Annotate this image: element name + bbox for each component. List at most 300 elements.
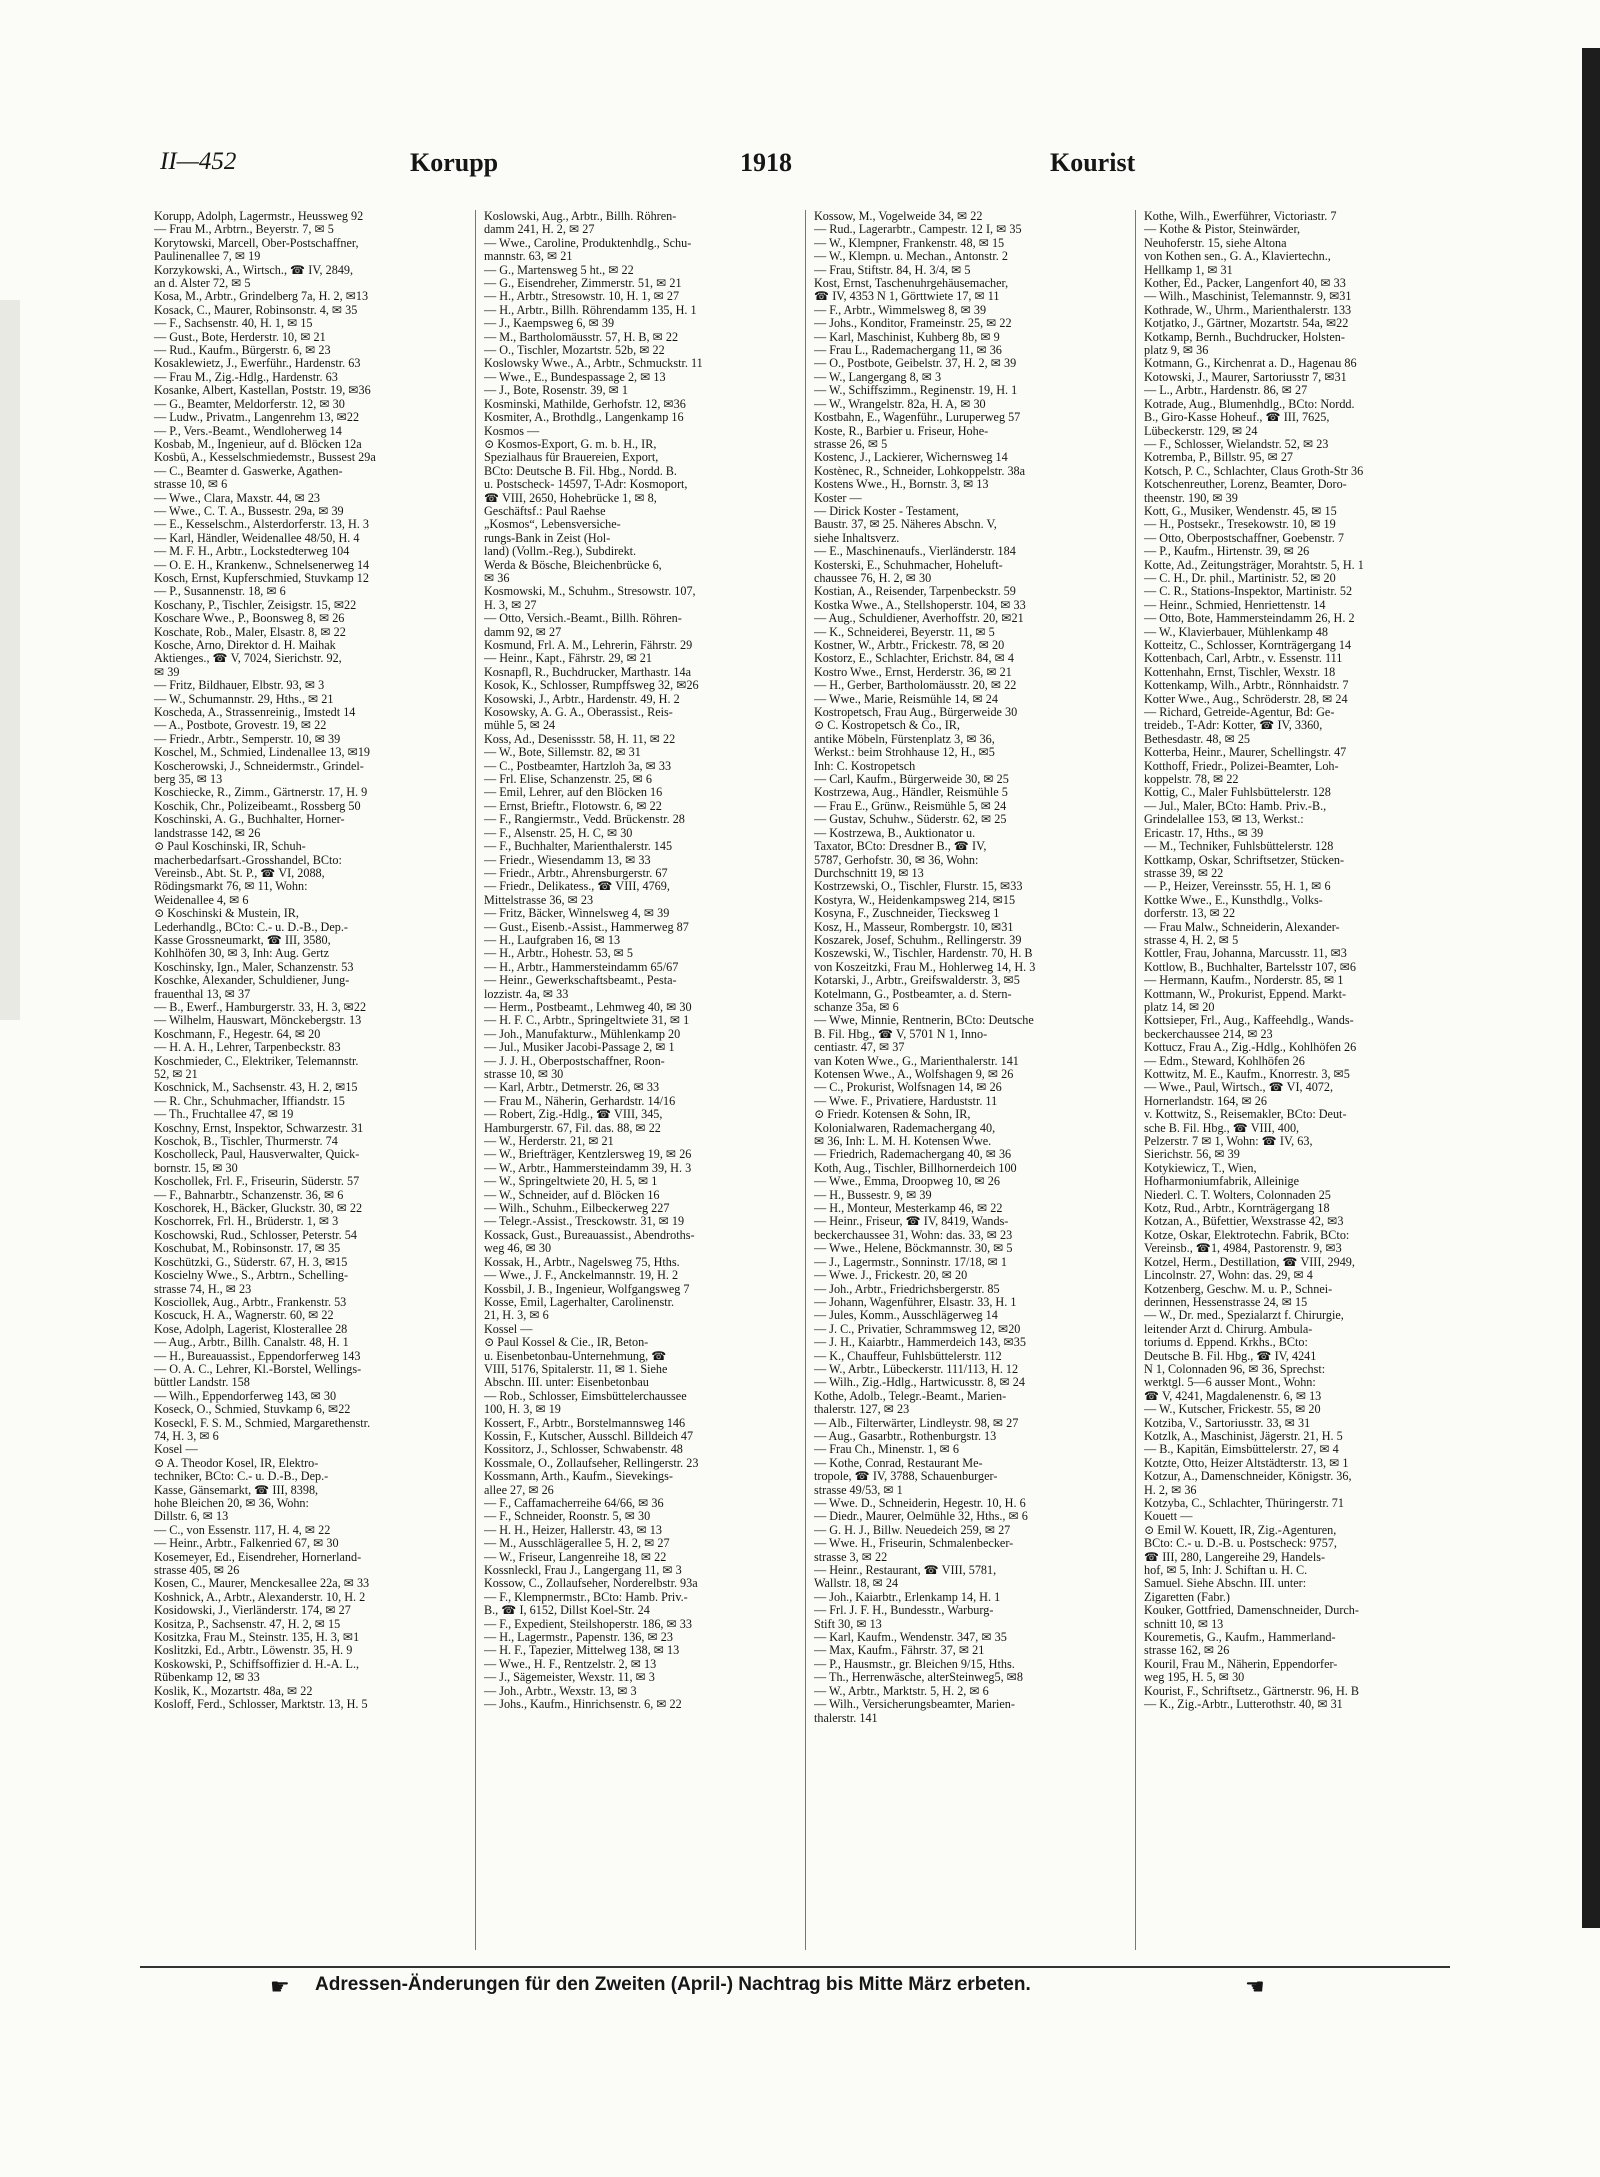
directory-entry: Kasse Grossneumarkt, ☎ III, 3580, <box>154 933 331 947</box>
directory-entry: — Robert, Zig.-Hdlg., ☎ VIII, 345, <box>484 1108 663 1122</box>
directory-entry: — Heinr., Schmied, Henriettenstr. 14 <box>1144 598 1326 612</box>
directory-entry: Koscholleck, Paul, Hausverwalter, Quick- <box>154 1148 360 1162</box>
directory-entry: Kosz, H., Masseur, Rombergstr. 10, ✉31 <box>814 920 1014 934</box>
directory-entry: Kotthoff, Friedr., Polizei-Beamter, Loh- <box>1144 759 1339 773</box>
directory-entry: — H., Gerber, Bartholomäusstr. 20, ✉ 22 <box>814 679 1017 693</box>
directory-entry: — E., Kesselschm., Alsterdorferstr. 13, H. 3 <box>154 518 369 532</box>
directory-entry: Spezialhaus für Brauereien, Export, <box>484 451 659 465</box>
column-divider <box>805 210 806 1950</box>
directory-entry: u. Eisenbetonbau-Unternehmung, ☎ <box>484 1349 667 1363</box>
directory-entry: Vereinsb., Abt. St. P., ☎ VI, 2088, <box>154 866 325 880</box>
directory-entry: Hornerlandstr. 164, ✉ 26 <box>1144 1094 1267 1108</box>
directory-entry: — Hermann, Kaufm., Norderstr. 85, ✉ 1 <box>1144 974 1344 988</box>
directory-entry: Kothe, Adolb., Telegr.-Beamt., Marien- <box>814 1389 1007 1403</box>
directory-entry: Kasse, Gänsemarkt, ☎ III, 8398, <box>154 1483 319 1497</box>
scan-left-edge <box>0 300 20 1020</box>
directory-entry: — W., Klavierbauer, Mühlenkamp 48 <box>1144 625 1328 639</box>
directory-entry: Koschke, Alexander, Schuldiener, Jung- <box>154 974 350 988</box>
directory-entry: — W., Schiffszimm., Reginenstr. 19, H. 1 <box>814 384 1018 398</box>
directory-entry: centiastr. 47, ✉ 37 <box>814 1041 905 1055</box>
directory-entry: Koss, Ad., Desenissstr. 58, H. 11, ✉ 22 <box>484 732 676 746</box>
directory-entry: Koschinsky, Ign., Maler, Schanzenstr. 53 <box>154 960 354 974</box>
directory-entry: Kostens Wwe., H., Bornstr. 3, ✉ 13 <box>814 478 989 492</box>
directory-entry: ⊙ Kosmos-Export, G. m. b. H., IR, <box>484 437 657 451</box>
directory-entry: Koschate, Rob., Maler, Elsastr. 8, ✉ 22 <box>154 625 346 639</box>
directory-entry: — H., Postsekr., Tresekowstr. 10, ✉ 19 <box>1144 518 1336 532</box>
directory-entry: Kotter Wwe., Aug., Schröderstr. 28, ✉ 24 <box>1144 692 1348 706</box>
directory-entry: — H., Arbtr., Hammersteindamm 65/67 <box>484 960 679 974</box>
directory-entry: — Frau Ch., Minenstr. 1, ✉ 6 <box>814 1443 959 1457</box>
directory-entry: — Frau L., Rademachergang 11, ✉ 36 <box>814 344 1002 358</box>
directory-entry: Hamburgerstr. 67, Fil. das. 88, ✉ 22 <box>484 1121 661 1135</box>
directory-entry: — Kostrzewa, B., Auktionator u. <box>814 826 976 840</box>
directory-entry: — Frl. Elise, Schanzenstr. 25, ✉ 6 <box>484 773 652 787</box>
directory-entry: Kottkamp, Oskar, Schriftsetzer, Stücken- <box>1144 853 1345 867</box>
directory-entry: Kossow, C., Zollaufseher, Norderelbstr. 93a <box>484 1577 698 1591</box>
directory-entry: — C., von Essenstr. 117, H. 4, ✉ 22 <box>154 1523 331 1537</box>
directory-entry: Koschollek, Frl. F., Friseurin, Süderstr. 57 <box>154 1175 360 1189</box>
directory-entry: — W., Schneider, auf d. Blöcken 16 <box>484 1188 660 1202</box>
directory-entry: Geschäftsf.: Paul Raehse <box>484 504 606 518</box>
directory-entry: — Aug., Gasarbtr., Rothenburgstr. 13 <box>814 1429 997 1443</box>
directory-entry: koppelstr. 78, ✉ 22 <box>1144 773 1239 787</box>
directory-entry: bornstr. 15, ✉ 30 <box>154 1161 238 1175</box>
directory-entry: — O. A. C., Lehrer, Kl.-Borstel, Wellings- <box>154 1362 362 1376</box>
directory-entry: Kossack, Gust., Bureauassist., Abendroths- <box>484 1228 695 1242</box>
directory-entry: B., Giro-Kasse Hoheuf., ☎ III, 7625, <box>1144 411 1330 425</box>
directory-entry: Kosowsky, A. G. A., Oberassist., Reis- <box>484 706 673 720</box>
directory-entry: Kotte, Ad., Zeitungsträger, Morahtstr. 5, H. 1 <box>1144 558 1364 572</box>
directory-entry: Kotterba, Heinr., Maurer, Schellingstr. 47 <box>1144 746 1347 760</box>
directory-entry: H. 2, ✉ 36 <box>1144 1483 1197 1497</box>
page-footer <box>140 1966 1450 1998</box>
directory-entry: Kotzyba, C., Schlachter, Thüringerstr. 71 <box>1144 1497 1344 1510</box>
directory-entry: strasse 74, H., ✉ 23 <box>154 1282 252 1296</box>
directory-entry: Kosel — <box>154 1443 198 1457</box>
directory-entry: — Wwe. H., Friseurin, Schmalenbecker- <box>814 1537 1014 1551</box>
directory-entry: Kosbab, M., Ingenieur, auf d. Blöcken 12a <box>154 437 362 451</box>
directory-entry: Koslik, K., Mozartstr. 48a, ✉ 22 <box>154 1684 313 1698</box>
directory-entry: BCto: C.- u. D.-B. u. Postscheck: 9757, <box>1144 1537 1337 1551</box>
directory-entry: Koschok, B., Tischler, Thurmerstr. 74 <box>154 1135 338 1149</box>
directory-entry: Kotzlk, A., Maschinist, Jägerstr. 21, H. 5 <box>1144 1429 1343 1443</box>
directory-entry: Koscheda, A., Strassenreinig., Imstedt 14 <box>154 706 356 720</box>
last-entry-name: Kourist <box>1050 148 1136 177</box>
directory-entry: Koschel, M., Schmied, Lindenallee 13, ✉19 <box>154 746 371 760</box>
column-divider <box>475 210 476 1950</box>
directory-entry: Kotziba, V., Sartoriusstr. 33, ✉ 31 <box>1144 1416 1311 1430</box>
directory-entry: ✉ 36, Inh: L. M. H. Kotensen Wwe. <box>814 1135 992 1149</box>
directory-entry: — Heinr., Friseur, ☎ IV, 8419, Wands- <box>814 1215 1009 1229</box>
directory-entry: ⊙ C. Kostropetsch & Co., IR, <box>814 719 960 733</box>
directory-entry: Kosowski, J., Arbtr., Hardenstr. 49, H. 2 <box>484 692 680 706</box>
directory-entry: — Alb., Filterwärter, Lindleystr. 98, ✉ 27 <box>814 1416 1019 1430</box>
directory-entry: Kosch, Ernst, Kupferschmied, Stuvkamp 12 <box>154 571 369 585</box>
directory-entry: — Aug., Arbtr., Billh. Canalstr. 48, H. 1 <box>154 1336 349 1350</box>
directory-entry: — Jul., Musiker Jacobi-Passage 2, ✉ 1 <box>484 1041 675 1055</box>
directory-entry: weg 46, ✉ 30 <box>484 1242 552 1256</box>
directory-entry: derinnen, Hessenstrasse 24, ✉ 15 <box>1144 1295 1308 1309</box>
directory-entry: — Karl, Kaufm., Wendenstr. 347, ✉ 35 <box>814 1631 1007 1645</box>
directory-entry: — Telegr.-Assist., Tresckowstr. 31, ✉ 19 <box>484 1215 685 1229</box>
directory-entry: — E., Maschinenaufs., Vierländerstr. 184 <box>814 545 1016 559</box>
directory-entry: Kosidowski, J., Vierländerstr. 174, ✉ 27 <box>154 1604 351 1618</box>
directory-entry: lozzistr. 4a, ✉ 33 <box>484 987 569 1001</box>
directory-entry: Kostropetsch, Frau Aug., Bürgerweide 30 <box>814 706 1018 720</box>
directory-entry: — G. H. J., Billw. Neuedeich 259, ✉ 27 <box>814 1523 1011 1537</box>
directory-entry: Pelzerstr. 7 ✉ 1, Wohn: ☎ IV, 63, <box>1144 1135 1313 1149</box>
directory-entry: Kossmale, O., Zollaufseher, Rellingerstr. 23 <box>484 1456 699 1470</box>
directory-entry: — Wwe., Caroline, Produktenhdlg., Schu- <box>484 236 692 250</box>
directory-entry: — Frau, Stiftstr. 84, H. 3/4, ✉ 5 <box>814 263 971 277</box>
directory-entry: Samuel. Siehe Abschn. III. unter: <box>1144 1577 1307 1591</box>
directory-entry: — Friedr., Delikatess., ☎ VIII, 4769, <box>484 880 670 894</box>
directory-entry: beckerchaussee 214, ✉ 23 <box>1144 1027 1273 1041</box>
directory-entry: ☎ IV, 4353 N 1, Görttwiete 17, ✉ 11 <box>814 290 1000 304</box>
directory-entry: — Wwe., Emma, Droopweg 10, ✉ 26 <box>814 1175 1000 1189</box>
directory-entry: — Ludw., Privatm., Langenrehm 13, ✉22 <box>154 411 360 425</box>
edition-year: 1918 <box>740 148 792 177</box>
directory-entry: Dillstr. 6, ✉ 13 <box>154 1510 229 1524</box>
directory-entry: Kottlow, B., Buchhalter, Bartelsstr 107, ✉6 <box>1144 960 1357 974</box>
directory-entry: Lederhandlg., BCto: C.- u. D.-B., Dep.- <box>154 920 348 934</box>
directory-entry: strasse 10, ✉ 6 <box>154 478 228 492</box>
directory-entry: Kotrade, Aug., Blumenhdlg., BCto: Nordd. <box>1144 397 1355 411</box>
directory-entry: Koschmieder, C., Elektriker, Telemannstr. <box>154 1054 359 1068</box>
directory-entry: Koszewski, W., Tischler, Hardenstr. 70, H. B <box>814 947 1033 961</box>
directory-entry: Koschmann, F., Hegestr. 64, ✉ 20 <box>154 1027 321 1041</box>
directory-entry: Lübeckerstr. 129, ✉ 24 <box>1144 424 1258 438</box>
directory-entry: Kostrzewski, O., Tischler, Flurstr. 15, ✉33 <box>814 880 1023 894</box>
directory-entry: ⊙ Paul Kossel & Cie., IR, Beton- <box>484 1336 649 1350</box>
directory-entry: Kosyna, F., Zuschneider, Tiecksweg 1 <box>814 907 1000 921</box>
directory-entry: Kott, G., Musiker, Wendenstr. 45, ✉ 15 <box>1144 504 1337 518</box>
directory-entry: Kosaklewietz, J., Ewerführ., Hardenstr. 63 <box>154 357 361 371</box>
directory-entry: — C., Postbeamter, Hartzloh 3a, ✉ 33 <box>484 759 672 773</box>
directory-entry: — O., Tischler, Mozartstr. 52b, ✉ 22 <box>484 344 665 358</box>
directory-entry: — W., Wrangelstr. 82a, H. A, ✉ 30 <box>814 397 986 411</box>
directory-entry: Lincolnstr. 27, Wohn: das. 29, ✉ 4 <box>1144 1269 1313 1283</box>
directory-entry: — H. A. H., Lehrer, Tarpenbeckstr. 83 <box>154 1041 341 1055</box>
directory-entry: Kose, Adolph, Lagerist, Klosterallee 28 <box>154 1322 348 1336</box>
directory-entry: Kost, Ernst, Taschenuhrgehäusemacher, <box>814 277 1009 291</box>
directory-entry: — Gust., Eisenb.-Assist., Hammerweg 87 <box>484 920 689 934</box>
directory-entry: Baustr. 37, ✉ 25. Näheres Abschn. V, <box>814 518 997 532</box>
directory-entry: Kotensen Wwe., A., Wolfshagen 9, ✉ 26 <box>814 1068 1014 1081</box>
directory-entry: — H., Bussestr. 9, ✉ 39 <box>814 1188 932 1202</box>
directory-entry: — Heinr., Arbtr., Falkenried 67, ✉ 30 <box>154 1537 339 1551</box>
directory-entry: — G., Eisendreher, Zimmerstr. 51, ✉ 21 <box>484 277 682 291</box>
directory-entry: Kottmann, W., Prokurist, Eppend. Markt- <box>1144 987 1347 1001</box>
directory-entry: mannstr. 63, ✉ 21 <box>484 250 573 264</box>
directory-entry: — W., Schumannstr. 29, Hths., ✉ 21 <box>154 692 334 706</box>
directory-entry: — Friedrich, Rademachergang 40, ✉ 36 <box>814 1148 1012 1162</box>
directory-entry: — O. E. H., Krankenw., Schnelsenerweg 14 <box>154 558 370 572</box>
directory-entry: Koseck, O., Schmied, Stuvkamp 6, ✉22 <box>154 1403 351 1417</box>
directory-entry: — Wwe., C. T. A., Bussestr. 29a, ✉ 39 <box>154 504 344 518</box>
directory-entry: Stift 30, ✉ 13 <box>814 1617 882 1631</box>
directory-entry: — Joh., Arbtr., Friedrichsbergerstr. 85 <box>814 1282 1000 1296</box>
directory-entry: — Fritz, Bäcker, Winnelsweg 4, ✉ 39 <box>484 907 670 921</box>
directory-entry: — P., Kaufm., Hirtenstr. 39, ✉ 26 <box>1144 545 1310 559</box>
directory-entry: — J. J. H., Oberpostschaffner, Roon- <box>484 1054 665 1068</box>
directory-entry: — Wwe., H. F., Rentzelstr. 2, ✉ 13 <box>484 1657 657 1671</box>
directory-entry: platz 9, ✉ 36 <box>1144 344 1209 358</box>
directory-entry: — B., Kapitän, Eimsbüttelerstr. 27, ✉ 4 <box>1144 1443 1339 1457</box>
entry-columns <box>154 210 1450 1950</box>
directory-entry: von Kothen sen., G. A., Klaviertechn., <box>1144 250 1331 264</box>
directory-entry: Kottler, Frau, Johanna, Marcusstr. 11, ✉3 <box>1144 947 1347 961</box>
directory-entry: Paulinenallee 7, ✉ 19 <box>154 250 261 264</box>
directory-entry: rungs-Bank in Zeist (Hol- <box>484 531 611 545</box>
directory-entry: Kossak, H., Arbtr., Nagelsweg 75, Hths. <box>484 1255 680 1269</box>
directory-entry: Kotelmann, G., Postbeamter, a. d. Stern- <box>814 987 1012 1001</box>
directory-entry: — Joh., Manufakturw., Mühlenkamp 20 <box>484 1027 681 1041</box>
directory-entry: Aktienges., ☎ V, 7024, Sierichstr. 92, <box>154 652 342 666</box>
directory-entry: Kosa, M., Arbtr., Grindelberg 7a, H. 2, ✉13 <box>154 290 369 304</box>
directory-entry: Kosciollek, Aug., Arbtr., Frankenstr. 53 <box>154 1295 347 1309</box>
directory-entry: VIII, 5176, Spitalerstr. 11, ✉ 1. Siehe <box>484 1362 668 1376</box>
directory-entry: — Wilh., Versicherungsbeamter, Marien- <box>814 1698 1015 1712</box>
directory-entry: — H., Bureauassist., Eppendorferweg 143 <box>154 1349 361 1363</box>
directory-entry: Neuhoferstr. 15, siehe Altona <box>1144 236 1287 250</box>
directory-entry: land) (Vollm.-Reg.), Subdirekt. <box>484 545 637 559</box>
directory-entry: Kosse, Emil, Lagerhalter, Carolinenstr. <box>484 1295 675 1309</box>
directory-entry: Kother, Ed., Packer, Langenfort 40, ✉ 33 <box>1144 277 1346 291</box>
directory-entry: ☎ VIII, 2650, Hohebrücke 1, ✉ 8, <box>484 491 657 505</box>
directory-entry: Kosloff, Ferd., Schlosser, Marktstr. 13, H. 5 <box>154 1698 368 1712</box>
directory-entry: Koscuck, H. A., Wagnerstr. 60, ✉ 22 <box>154 1309 334 1323</box>
directory-entry: Kotjatko, J., Gärtner, Mozartstr. 54a, ✉22 <box>1144 317 1349 331</box>
directory-entry: van Koten Wwe., G., Marienthalerstr. 141 <box>814 1054 1019 1068</box>
directory-entry: — Rud., Kaufm., Bürgerstr. 6, ✉ 23 <box>154 344 331 358</box>
directory-entry: Kosmiter, A., Brothdlg., Langenkamp 16 <box>484 411 684 425</box>
directory-entry: Kotzenberg, Geschw. M. u. P., Schnei- <box>1144 1282 1333 1296</box>
directory-entry: beckerchaussee 31, Wohn: das. 33, ✉ 23 <box>814 1228 1013 1242</box>
directory-entry: Kotykiewicz, T., Wien, <box>1144 1161 1257 1175</box>
directory-entry: Kossert, F., Arbtr., Borstelmannsweg 146 <box>484 1416 686 1430</box>
directory-entry: Kosche, Arno, Direktor d. H. Maihak <box>154 639 336 652</box>
directory-entry: Kosterski, E., Schuhmacher, Hoheluft- <box>814 558 1003 572</box>
directory-entry: Kottenhahn, Ernst, Tischler, Wexstr. 18 <box>1144 665 1336 679</box>
directory-entry: Kostka Wwe., A., Stellshoperstr. 104, ✉ 33 <box>814 598 1026 612</box>
directory-entry: ✉ 36 <box>484 571 510 585</box>
directory-entry: — W., Langergang 8, ✉ 3 <box>814 370 942 384</box>
directory-entry: damm 92, ✉ 27 <box>484 625 562 639</box>
directory-entry: — Wwe., Paul, Wirtsch., ☎ VI, 4072, <box>1144 1081 1334 1095</box>
directory-entry: Kotz, Rud., Arbtr., Kornträgergang 18 <box>1144 1202 1330 1216</box>
directory-entry: — Wwe., J. F., Anckelmannstr. 19, H. 2 <box>484 1269 679 1283</box>
directory-entry: — G., Beamter, Meldorferstr. 12, ✉ 30 <box>154 397 345 411</box>
directory-entry: Kottwitz, M. E., Kaufm., Knorrestr. 3, ✉5 <box>1144 1068 1350 1081</box>
directory-entry: — H., Arbtr., Stresowstr. 10, H. 1, ✉ 27 <box>484 290 680 304</box>
directory-entry: — M. F. H., Arbtr., Lockstedterweg 104 <box>154 545 350 559</box>
directory-entry: ⊙ Emil W. Kouett, IR, Zig.-Agenturen, <box>1144 1523 1337 1537</box>
directory-entry: — Frau M., Arbtrn., Beyerstr. 7, ✉ 5 <box>154 223 334 237</box>
directory-entry: — Otto, Versich.-Beamt., Billh. Röhren- <box>484 612 682 626</box>
directory-entry: Kohlhöfen 30, ✉ 3, Inh: Aug. Gertz <box>154 947 330 961</box>
directory-entry: Werkst.: beim Strohhause 12, H., ✉5 <box>814 746 995 760</box>
directory-entry: Koster — <box>814 491 862 505</box>
directory-entry: — J. H., Kaiarbtr., Hammerdeich 143, ✉35 <box>814 1336 1026 1350</box>
directory-entry: — P., Heizer, Vereinsstr. 55, H. 1, ✉ 6 <box>1144 880 1331 894</box>
directory-entry: ⊙ Paul Koschinski, IR, Schuh- <box>154 840 306 854</box>
directory-entry: Koslitzki, Ed., Arbtr., Löwenstr. 35, H. 9 <box>154 1644 353 1658</box>
directory-entry: — W., Klempn. u. Mechan., Antonstr. 2 <box>814 250 1008 264</box>
directory-entry: — Diedr., Maurer, Oelmühle 32, Hths., ✉ 6 <box>814 1510 1028 1524</box>
column-4 <box>1144 210 1456 1950</box>
directory-entry: strasse 405, ✉ 26 <box>154 1564 240 1578</box>
directory-entry: Kotzel, Herm., Destillation, ☎ VIII, 2949, <box>1144 1255 1355 1269</box>
directory-entry: — Wwe., E., Bundespassage 2, ✉ 13 <box>484 370 666 384</box>
directory-entry: Korzykowski, A., Wirtsch., ☎ IV, 2849, <box>154 263 354 277</box>
directory-entry: büttler Landstr. 158 <box>154 1376 250 1390</box>
column-2 <box>484 210 796 1950</box>
directory-entry: Kossow, M., Vogelweide 34, ✉ 22 <box>814 210 983 223</box>
directory-entry: Kostènec, R., Schneider, Lohkoppelstr. 38a <box>814 464 1026 478</box>
directory-entry: — L., Arbtr., Hardenstr. 86, ✉ 27 <box>1144 384 1308 398</box>
directory-entry: Kouker, Gottfried, Damenschneider, Durch- <box>1144 1604 1359 1618</box>
directory-entry: Koth, Aug., Tischler, Billhornerdeich 100 <box>814 1161 1017 1175</box>
directory-entry: — W., Dr. med., Spezialarzt f. Chirurgie, <box>1144 1309 1344 1323</box>
directory-entry: — H., Lagermstr., Papenstr. 136, ✉ 23 <box>484 1631 673 1645</box>
directory-entry: — Wwe. J., Frickestr. 20, ✉ 20 <box>814 1269 968 1283</box>
directory-entry: 100, H. 3, ✉ 19 <box>484 1403 561 1417</box>
directory-entry: — Wilh., Schuhm., Eilbeckerweg 227 <box>484 1202 670 1216</box>
directory-entry: Kossmann, Arth., Kaufm., Sievekings- <box>484 1470 673 1484</box>
directory-entry: — M., Bartholomäusstr. 57, H. B, ✉ 22 <box>484 330 679 344</box>
column-1 <box>154 210 466 1950</box>
directory-entry: — Kothe & Pistor, Steinwärder, <box>1144 223 1301 237</box>
directory-entry: — F., Bahnarbtr., Schanzenstr. 36, ✉ 6 <box>154 1188 344 1202</box>
directory-entry: — K., Schneiderei, Beyerstr. 11, ✉ 5 <box>814 625 995 639</box>
directory-entry: ✉ 39 <box>154 665 180 679</box>
directory-entry: Hellkamp 1, ✉ 31 <box>1144 263 1233 277</box>
directory-entry: Kostner, W., Arbtr., Frickestr. 78, ✉ 20 <box>814 639 1005 652</box>
directory-entry: Kosanke, Albert, Kastellan, Poststr. 19, ✉36 <box>154 384 371 398</box>
directory-entry: Rübenkamp 12, ✉ 33 <box>154 1671 260 1685</box>
directory-entry: ⊙ A. Theodor Kosel, IR, Elektro- <box>154 1456 319 1470</box>
directory-entry: Kostenc, J., Lackierer, Wichernsweg 14 <box>814 451 1008 465</box>
directory-entry: — Gustav, Schuhw., Süderstr. 62, ✉ 25 <box>814 813 1007 827</box>
directory-entry: Grindelallee 153, ✉ 13, Werkst.: <box>1144 813 1304 827</box>
directory-entry: Koschik, Chr., Polizeibeamt., Rossberg 50 <box>154 799 361 813</box>
directory-entry: Koshnick, A., Arbtr., Alexanderstr. 10, H. 2 <box>154 1590 366 1604</box>
directory-entry: Koschinski, A. G., Buchhalter, Horner- <box>154 813 345 827</box>
directory-entry: hof, ✉ 5, Inh: J. Schiftan u. H. C. <box>1144 1564 1308 1578</box>
directory-entry: v. Kottwitz, S., Reisemakler, BCto: Deut- <box>1144 1108 1347 1122</box>
directory-entry: macherbedarfsart.-Grosshandel, BCto: <box>154 853 342 867</box>
directory-entry: Korupp, Adolph, Lagermstr., Heussweg 92 <box>154 210 364 223</box>
column-3 <box>814 210 1126 1950</box>
directory-entry: ⊙ Friedr. Kotensen & Sohn, IR, <box>814 1108 971 1122</box>
directory-entry: Hofharmoniumfabrik, Alleinige <box>1144 1175 1300 1189</box>
directory-entry: — F., Klempnermstr., BCto: Hamb. Priv.- <box>484 1590 688 1604</box>
directory-entry: damm 241, H. 2, ✉ 27 <box>484 223 595 237</box>
directory-entry: Koschorek, H., Bäcker, Gluckstr. 30, ✉ 22 <box>154 1202 363 1216</box>
directory-entry: „Kosmos“, Lebensversiche- <box>484 518 621 532</box>
directory-entry: Kossbil, J. B., Ingenieur, Wolfgangsweg 7 <box>484 1282 690 1296</box>
directory-entry: Taxator, BCto: Dresdner B., ☎ IV, <box>814 840 987 854</box>
directory-entry: — Rob., Schlosser, Eimsbüttelerchaussee <box>484 1389 687 1403</box>
directory-entry: — F., Caffamacherreihe 64/66, ✉ 36 <box>484 1497 664 1510</box>
directory-entry: — W., Arbtr., Lübeckerstr. 111/113, H. 12 <box>814 1362 1019 1376</box>
directory-entry: — Wwe, Minnie, Rentnerin, BCto: Deutsche <box>814 1014 1034 1028</box>
directory-entry: BCto: Deutsche B. Fil. Hbg., Nordd. B. <box>484 464 677 478</box>
directory-entry: Kosmund, Frl. A. M., Lehrerin, Fährstr. 29 <box>484 639 693 652</box>
pointing-hand-icon: ☛ <box>270 1974 290 1999</box>
directory-entry: Koschiecke, R., Zimm., Gärtnerstr. 17, H. 9 <box>154 786 368 800</box>
directory-entry: Kotzur, A., Damenschneider, Königstr. 36, <box>1144 1470 1352 1484</box>
directory-entry: — Frl. J. F. H., Bundesstr., Warburg- <box>814 1604 994 1618</box>
directory-entry: — Friedr., Arbtr., Semperstr. 10, ✉ 39 <box>154 732 341 746</box>
directory-entry: strasse 26, ✉ 5 <box>814 437 888 451</box>
directory-entry: Kothrade, W., Uhrm., Marienthalerstr. 133 <box>1144 303 1352 317</box>
directory-entry: 74, H. 3, ✉ 6 <box>154 1429 219 1443</box>
directory-entry: Kossin, F., Kutscher, Ausschl. Billdeich 47 <box>484 1429 694 1443</box>
directory-entry: — H., Arbtr., Hohestr. 53, ✉ 5 <box>484 947 634 961</box>
directory-entry: — Joh., Kaiarbtr., Erlenkamp 14, H. 1 <box>814 1590 1001 1604</box>
directory-entry: treideb., T-Adr: Kotter, ☎ IV, 3360, <box>1144 719 1323 733</box>
directory-entry: B. Fil. Hbg., ☎ V, 5701 N 1, Inno- <box>814 1027 988 1041</box>
pointing-hand-icon: ☛ <box>1245 1974 1265 1999</box>
directory-entry: — Wwe., Helene, Böckmannstr. 30, ✉ 5 <box>814 1242 1013 1256</box>
directory-entry: Inh: C. Kostropetsch <box>814 759 916 773</box>
directory-entry: — K., Zig.-Arbtr., Lutterothstr. 40, ✉ 31 <box>1144 1698 1343 1712</box>
directory-entry: thalerstr. 141 <box>814 1711 878 1725</box>
directory-entry: Bethesdastr. 48, ✉ 25 <box>1144 732 1251 746</box>
page-header <box>140 140 1450 182</box>
directory-entry: schanze 35a, ✉ 6 <box>814 1000 899 1014</box>
directory-entry: schnitt 10, ✉ 13 <box>1144 1617 1224 1631</box>
directory-entry: Koschany, P., Tischler, Zeisigstr. 15, ✉22 <box>154 598 357 612</box>
directory-entry: Kosemeyer, Ed., Eisendreher, Hornerland- <box>154 1550 362 1564</box>
directory-entry: — H. H., Heizer, Hallerstr. 43, ✉ 13 <box>484 1523 662 1537</box>
directory-entry: — Friedr., Wiesendamm 13, ✉ 33 <box>484 853 651 867</box>
directory-entry: — Herm., Postbeamt., Lehmweg 40, ✉ 30 <box>484 1000 692 1014</box>
footer-notice: Adressen-Änderungen für den Zweiten (April-) Nachtrag bis Mitte März erbeten. <box>315 1974 1031 1995</box>
directory-entry: an d. Alster 72, ✉ 5 <box>154 277 251 291</box>
directory-entry: techniker, BCto: C.- u. D.-B., Dep.- <box>154 1470 329 1484</box>
directory-entry: Kotsch, P. C., Schlachter, Claus Groth-Str 36 <box>1144 464 1364 478</box>
directory-entry: B., ☎ I, 6152, Dillst Koel-Str. 24 <box>484 1604 650 1618</box>
directory-entry: — Heinr., Restaurant, ☎ VIII, 5781, <box>814 1564 997 1578</box>
directory-entry: — Otto, Oberpostschaffner, Goebenstr. 7 <box>1144 531 1344 545</box>
directory-entry: Koschorrek, Frl. H., Brüderstr. 1, ✉ 3 <box>154 1215 339 1229</box>
directory-entry: — F., Expedient, Steilshoperstr. 186, ✉ 33 <box>484 1617 692 1631</box>
directory-entry: — J., Bote, Rosenstr. 39, ✉ 1 <box>484 384 628 398</box>
directory-entry: — Karl, Maschinist, Kuhberg 8b, ✉ 9 <box>814 330 1000 344</box>
directory-entry: — Max, Kaufm., Fährstr. 37, ✉ 21 <box>814 1644 985 1658</box>
directory-entry: — P., Vers.-Beamt., Wendloherweg 14 <box>154 424 342 438</box>
directory-entry: — Dirick Koster - Testament, <box>814 504 959 518</box>
directory-entry: — Th., Fruchtallee 47, ✉ 19 <box>154 1108 294 1122</box>
directory-entry: landstrasse 142, ✉ 26 <box>154 826 261 840</box>
directory-entry: — Karl, Händler, Weidenallee 48/50, H. 4 <box>154 531 360 545</box>
directory-entry: Kostyra, W., Heidenkampsweg 214, ✉15 <box>814 893 1016 907</box>
directory-entry: — Wwe. D., Schneiderin, Hegestr. 10, H. 6 <box>814 1497 1026 1510</box>
directory-entry: — Th., Herrenwäsche, alterSteinweg5, ✉8 <box>814 1671 1023 1685</box>
directory-entry: Kothe, Wilh., Ewerführer, Victoriastr. 7 <box>1144 210 1337 223</box>
directory-entry: — C., Beamter d. Gaswerke, Agathen- <box>154 464 343 478</box>
directory-entry: Kottsieper, Frl., Aug., Kaffeehdlg., Wands- <box>1144 1014 1354 1028</box>
directory-entry: — Wwe., Marie, Reismühle 14, ✉ 24 <box>814 692 998 706</box>
directory-entry: — Richard, Getreide-Agentur, Bd: Ge- <box>1144 706 1335 720</box>
directory-entry: N 1, Colonnaden 96, ✉ 36, Sprechst: <box>1144 1362 1326 1376</box>
directory-entry: Kottucz, Frau A., Zig.-Hdlg., Kohlhöfen 26 <box>1144 1041 1357 1055</box>
directory-entry: Kotmann, G., Kirchenrat a. D., Hagenau 86 <box>1144 357 1357 371</box>
directory-entry: ⊙ Koschinski & Mustein, IR, <box>154 907 299 921</box>
